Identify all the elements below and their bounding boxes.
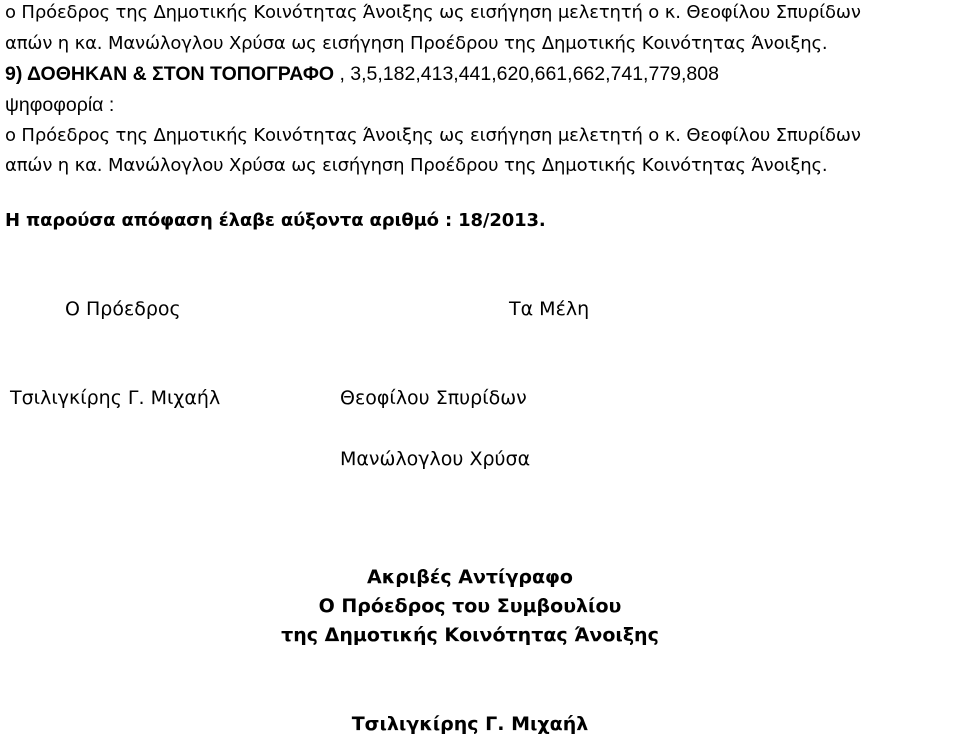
paragraph-2-line-1: ο Πρόεδρος της Δημοτικής Κοινότητας Άνοιξης ως εισήγηση μελετητή ο κ. Θεοφίλου Σπυρίδων xyxy=(5,125,861,146)
president-name: Τσιλιγκίρης Γ. Μιχαήλ xyxy=(10,387,221,409)
item-9-heading: 9) ΔΟΘΗΚΑΝ & ΣΤΟΝ ΤΟΠΟΓΡΑΦΟ xyxy=(5,63,335,85)
vote-label: ψηφοφορία : xyxy=(5,94,115,116)
item-9-line xyxy=(5,62,719,86)
item-9-parcel-numbers: , 3,5,182,413,441,620,661,662,741,779,808 xyxy=(334,63,719,85)
paragraph-2-line-2: απών η κα. Μανώλογλου Χρύσα ως εισήγηση Προέδρου της Δημοτικής Κοινότητας Άνοιξης. xyxy=(5,155,828,176)
president-title: Ο Πρόεδρος xyxy=(65,298,181,320)
certification-line-1: Ακριβές Αντίγραφο xyxy=(367,566,573,588)
paragraph-1-line-1: ο Πρόεδρος της Δημοτικής Κοινότητας Άνοιξης ως εισήγηση μελετητή ο κ. Θεοφίλου Σπυρίδων xyxy=(5,2,861,23)
paragraph-1-line-2: απών η κα. Μανώλογλου Χρύσα ως εισήγηση Προέδρου της Δημοτικής Κοινότητας Άνοιξης. xyxy=(5,33,828,54)
certification-signer-name: Τσιλιγκίρης Γ. Μιχαήλ xyxy=(351,713,589,735)
members-title: Τα Μέλη xyxy=(509,298,590,320)
member-2-name: Μανώλογλου Χρύσα xyxy=(340,448,531,470)
decision-number: Η παρούσα απόφαση έλαβε αύξοντα αριθμό : 18/2013. xyxy=(5,210,546,231)
certification-signer xyxy=(0,710,940,739)
certification-line-3: της Δημοτικής Κοινότητας Άνοιξης xyxy=(281,624,659,646)
certification-line-2: Ο Πρόεδρος του Συμβουλίου xyxy=(318,595,622,617)
certification-block xyxy=(0,563,940,650)
member-1-name: Θεοφίλου Σπυρίδων xyxy=(340,387,527,409)
